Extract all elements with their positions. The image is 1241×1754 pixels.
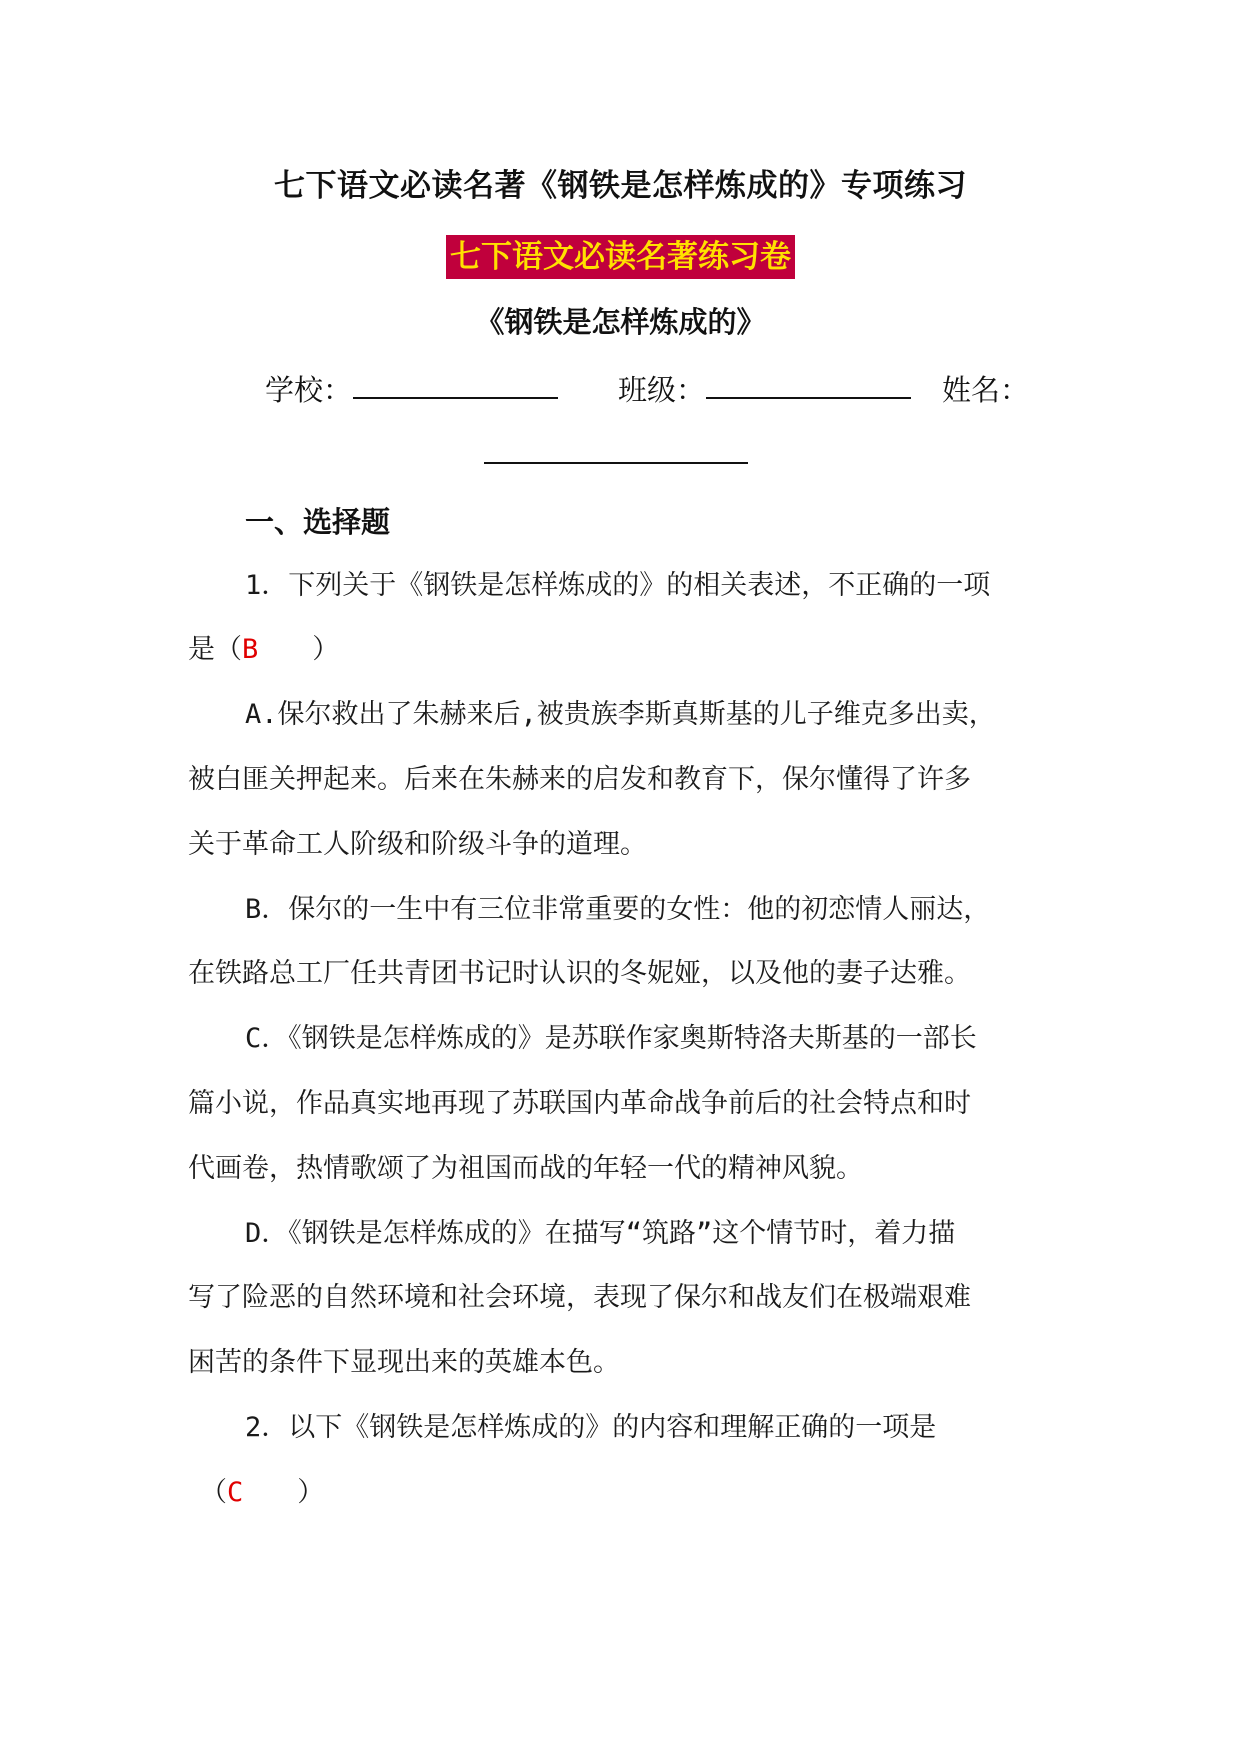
option-a-line-2: 被白匪关押起来。后来在朱赫来的启发和教育下，保尔懂得了许多	[188, 764, 971, 795]
option-d-line-3: 困苦的条件下显现出来的英雄本色。	[188, 1347, 620, 1378]
question-2-stem: 2．以下《钢铁是怎样炼成的》的内容和理解正确的一项是	[245, 1412, 937, 1443]
name-label: 姓名：	[942, 373, 1030, 407]
main-title: 七下语文必读名著《钢铁是怎样炼成的》专项练习	[274, 168, 967, 204]
answer-paren-close: ）	[258, 634, 340, 665]
class-input-line[interactable]	[706, 397, 911, 399]
name-input-line[interactable]	[484, 462, 748, 464]
option-a-line-3: 关于革命工人阶级和阶级斗争的道理。	[188, 829, 647, 860]
answer-paren-open: （	[200, 1477, 227, 1508]
section-title: 一、选择题	[245, 505, 391, 539]
sub-title-row	[0, 235, 1241, 279]
question-1-answer: B	[242, 634, 259, 665]
school-input-line[interactable]	[353, 397, 558, 399]
option-c-line-3: 代画卷，热情歌颂了为祖国而战的年轻一代的精神风貌。	[188, 1153, 863, 1184]
sub-title-banner: 七下语文必读名著练习卷	[446, 235, 795, 279]
option-d-line-1: D．《钢铁是怎样炼成的》在描写“筑路”这个情节时，着力描	[245, 1218, 956, 1249]
book-title: 《钢铁是怎样炼成的》	[475, 305, 766, 339]
question-2-answer-line	[200, 1470, 324, 1509]
option-c-line-1: C．《钢铁是怎样炼成的》是苏联作家奥斯特洛夫斯基的一部长	[245, 1023, 977, 1054]
option-b-line-1: B．保尔的一生中有三位非常重要的女性：他的初恋情人丽达，	[245, 894, 991, 925]
question-1-answer-line	[188, 627, 339, 666]
school-label: 学校：	[265, 373, 353, 407]
option-a-line-1: A.保尔救出了朱赫来后,被贵族李斯真斯基的儿子维克多出卖，	[245, 699, 996, 730]
option-b-line-2: 在铁路总工厂任共青团书记时认识的冬妮娅，以及他的妻子达雅。	[188, 958, 971, 989]
class-label: 班级：	[618, 373, 706, 407]
option-c-line-2: 篇小说，作品真实地再现了苏联国内革命战争前后的社会特点和时	[188, 1088, 971, 1119]
question-2-answer: C	[227, 1477, 244, 1508]
answer-paren-close: ）	[243, 1477, 325, 1508]
option-d-line-2: 写了险恶的自然环境和社会环境，表现了保尔和战友们在极端艰难	[188, 1282, 971, 1313]
answer-paren-open: 是（	[188, 634, 242, 665]
question-1-stem: 1．下列关于《钢铁是怎样炼成的》的相关表述，不正确的一项	[245, 570, 991, 601]
